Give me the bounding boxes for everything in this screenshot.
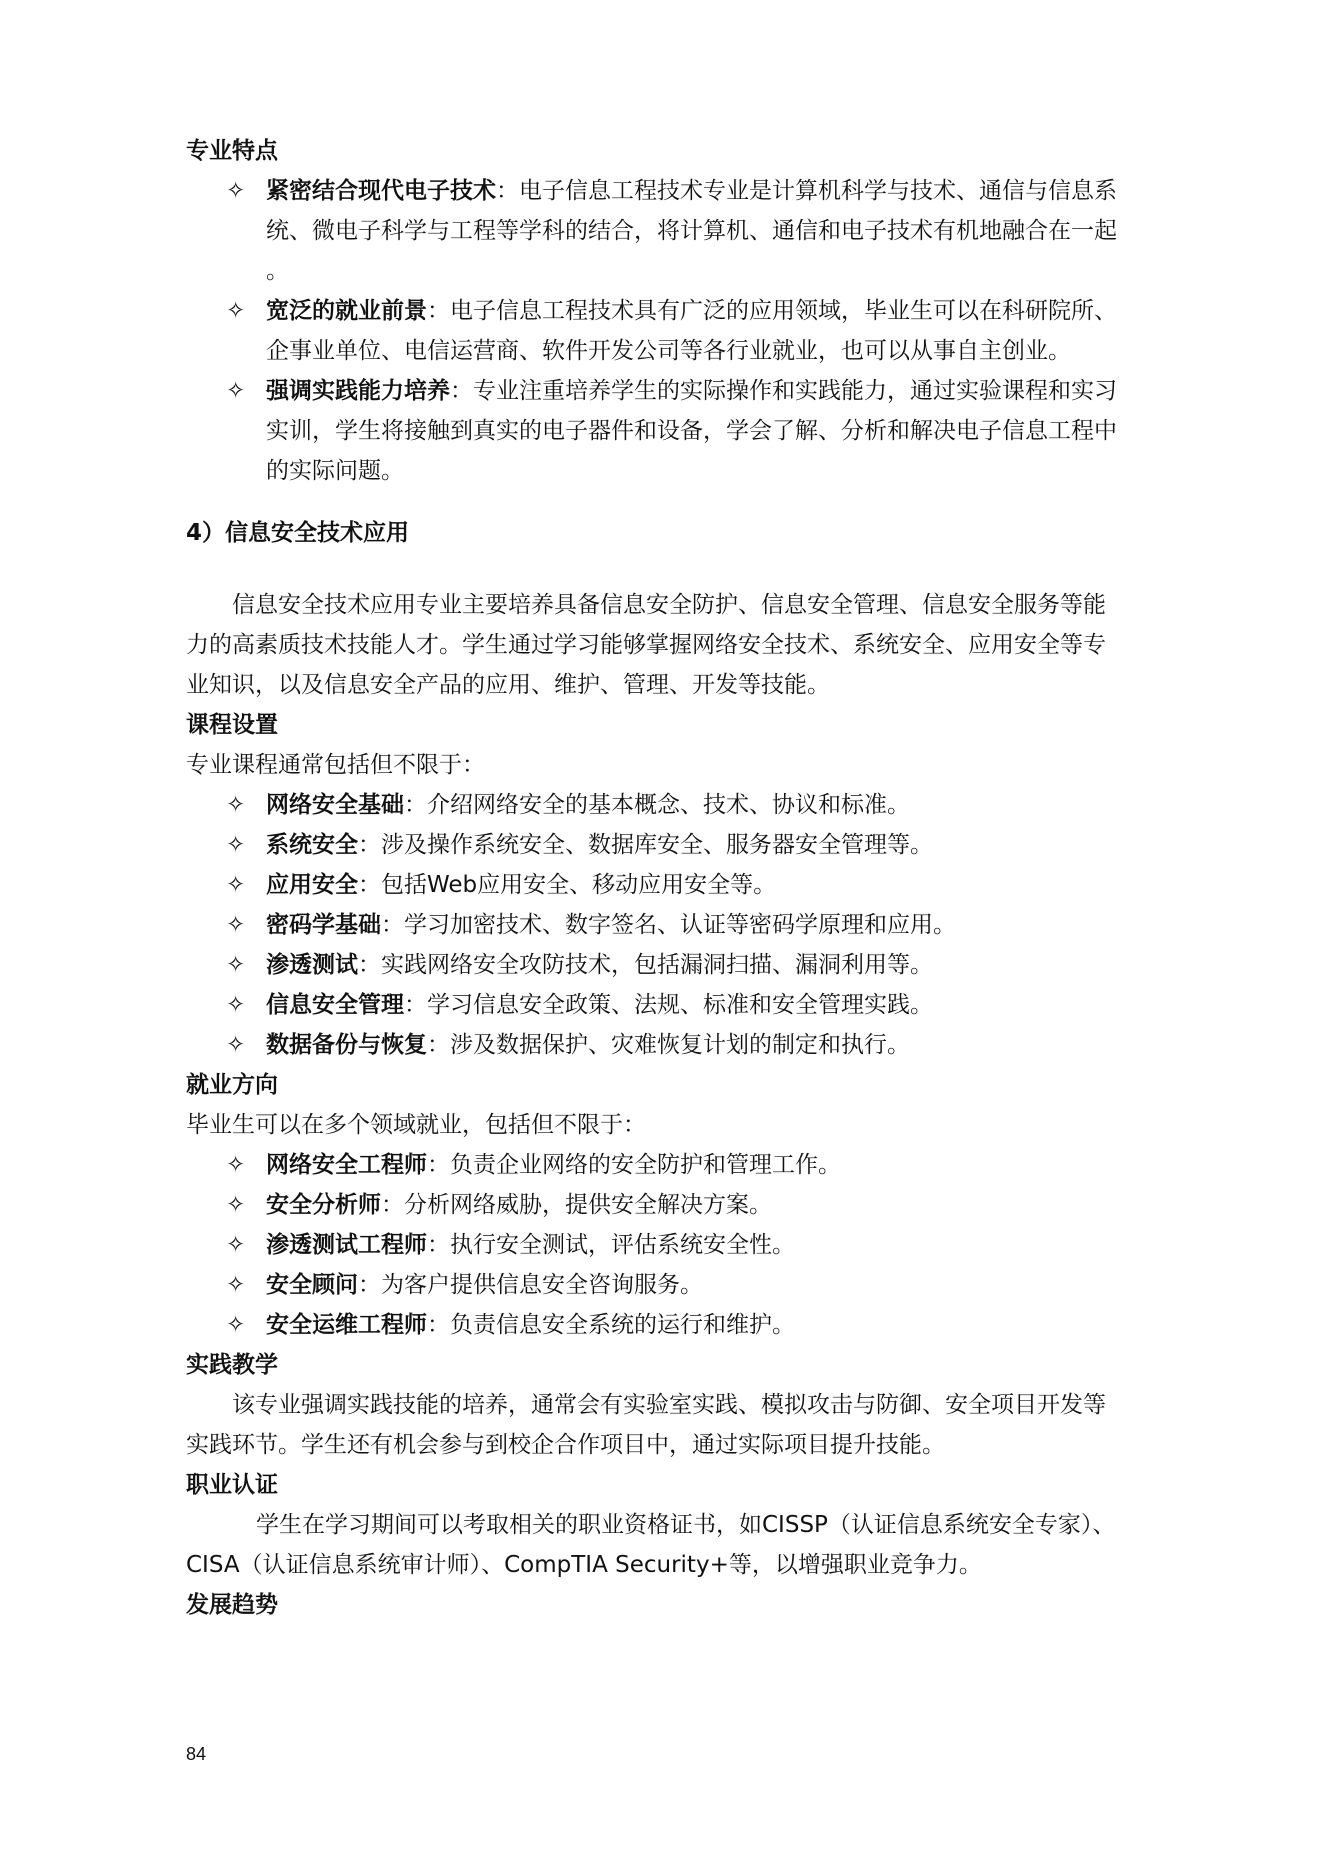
list-item-desc: ：执行安全测试，评估系统安全性。: [427, 1232, 795, 1258]
list-item-term: 数据备份与恢复: [266, 1032, 427, 1058]
list-item-term: 渗透测试: [266, 952, 358, 978]
page-number: 84: [186, 1744, 207, 1764]
list-item-desc: ：负责信息安全系统的运行和维护。: [427, 1312, 795, 1338]
feature-text: 专业注重培养学生的实际操作和实践能力，通过实验课程和实习: [473, 378, 1117, 404]
practice-paragraph-line: 实践环节。学生还有机会参与到校企合作项目中，通过实际项目提升技能。: [186, 1432, 945, 1458]
list-item: [186, 1265, 1146, 1305]
list-item: [186, 905, 1146, 945]
feature-term: 宽泛的就业前景: [266, 298, 427, 324]
bullet-icon: ✧: [226, 1152, 246, 1178]
list-item-desc: ：包括Web应用安全、移动应用安全等。: [358, 872, 777, 898]
list-item: [186, 985, 1146, 1025]
feature-sep: ：: [427, 298, 450, 324]
bullet-icon: ✧: [226, 912, 246, 938]
feature-item: [186, 371, 1146, 411]
feature-text: 电子信息工程技术专业是计算机科学与技术、通信与信息系: [519, 178, 1117, 204]
bullet-icon: ✧: [226, 178, 246, 204]
spacer: [186, 553, 1146, 585]
list-item-term: 安全顾问: [266, 1272, 358, 1298]
cert-paragraph-line: CISA（认证信息系统审计师）、CompTIA Security+等，以增强职业竞争力。: [186, 1552, 982, 1578]
careers-lead: 毕业生可以在多个领域就业，包括但不限于：: [186, 1112, 646, 1138]
intro-paragraph-line: 业知识，以及信息安全产品的应用、维护、管理、开发等技能。: [186, 672, 830, 698]
feature-text-cont: 实训，学生将接触到真实的电子器件和设备，学会了解、分析和解决电子信息工程中: [266, 418, 1117, 444]
list-item-term: 网络安全基础: [266, 792, 404, 818]
list-item: [186, 865, 1146, 905]
feature-text-cont: 企事业单位、电信运营商、软件开发公司等各行业就业，也可以从事自主创业。: [266, 338, 1071, 364]
list-item-desc: ：分析网络威胁，提供安全解决方案。: [381, 1192, 772, 1218]
bullet-icon: ✧: [226, 792, 246, 818]
bullet-icon: ✧: [226, 1272, 246, 1298]
bullet-icon: ✧: [226, 872, 246, 898]
page-content: [186, 131, 1146, 1625]
feature-sep: ：: [450, 378, 473, 404]
list-item-desc: ：介绍网络安全的基本概念、技术、协议和标准。: [404, 792, 910, 818]
feature-text: 电子信息工程技术具有广泛的应用领域，毕业生可以在科研院所、: [450, 298, 1117, 324]
bullet-icon: ✧: [226, 1312, 246, 1338]
feature-item: [186, 291, 1146, 331]
bullet-icon: ✧: [226, 952, 246, 978]
list-item-term: 网络安全工程师: [266, 1152, 427, 1178]
list-item-desc: ：实践网络安全攻防技术，包括漏洞扫描、漏洞利用等。: [358, 952, 933, 978]
list-item: [186, 1145, 1146, 1185]
list-item: [186, 785, 1146, 825]
feature-text-cont: 。: [266, 258, 289, 284]
courses-lead: 专业课程通常包括但不限于：: [186, 752, 485, 778]
list-item-desc: ：涉及数据保护、灾难恢复计划的制定和执行。: [427, 1032, 910, 1058]
list-item: [186, 1305, 1146, 1345]
feature-text-cont: 统、微电子科学与工程等学科的结合，将计算机、通信和电子技术有机地融合在一起: [266, 218, 1117, 244]
careers-heading: 就业方向: [186, 1072, 278, 1098]
feature-term: 强调实践能力培养: [266, 378, 450, 404]
list-item: [186, 1225, 1146, 1265]
practice-paragraph-line: 该专业强调实践技能的培养，通常会有实验室实践、模拟攻击与防御、安全项目开发等: [232, 1392, 1106, 1418]
career-list: [186, 1145, 1146, 1345]
list-item-desc: ：为客户提供信息安全咨询服务。: [358, 1272, 703, 1298]
feature-item: [186, 171, 1146, 211]
list-item: [186, 1185, 1146, 1225]
list-item-term: 安全运维工程师: [266, 1312, 427, 1338]
bullet-icon: ✧: [226, 992, 246, 1018]
list-item: [186, 825, 1146, 865]
trends-heading: 发展趋势: [186, 1592, 278, 1618]
list-item-term: 安全分析师: [266, 1192, 381, 1218]
list-item: [186, 1025, 1146, 1065]
list-item-term: 密码学基础: [266, 912, 381, 938]
list-item-term: 信息安全管理: [266, 992, 404, 1018]
courses-heading: 课程设置: [186, 712, 278, 738]
list-item-desc: ：负责企业网络的安全防护和管理工作。: [427, 1152, 841, 1178]
list-item-desc: ：学习信息安全政策、法规、标准和安全管理实践。: [404, 992, 933, 1018]
course-list: [186, 785, 1146, 1065]
bullet-icon: ✧: [226, 1192, 246, 1218]
intro-paragraph-line: 信息安全技术应用专业主要培养具备信息安全防护、信息安全管理、信息安全服务等能: [232, 592, 1106, 618]
list-item-desc: ：学习加密技术、数字签名、认证等密码学原理和应用。: [381, 912, 956, 938]
list-item-desc: ：涉及操作系统安全、数据库安全、服务器安全管理等。: [358, 832, 933, 858]
section-title: 4）信息安全技术应用: [186, 520, 410, 546]
list-item-term: 渗透测试工程师: [266, 1232, 427, 1258]
features-heading: 专业特点: [186, 138, 278, 164]
bullet-icon: ✧: [226, 1032, 246, 1058]
cert-heading: 职业认证: [186, 1472, 278, 1498]
feature-sep: ：: [496, 178, 519, 204]
bullet-icon: ✧: [226, 298, 246, 324]
list-item: [186, 945, 1146, 985]
feature-term: 紧密结合现代电子技术: [266, 178, 496, 204]
intro-paragraph-line: 力的高素质技术技能人才。学生通过学习能够掌握网络安全技术、系统安全、应用安全等专: [186, 632, 1106, 658]
list-item-term: 系统安全: [266, 832, 358, 858]
list-item-term: 应用安全: [266, 872, 358, 898]
feature-text-cont: 的实际问题。: [266, 458, 404, 484]
bullet-icon: ✧: [226, 1232, 246, 1258]
cert-paragraph-line: 学生在学习期间可以考取相关的职业资格证书，如CISSP（认证信息系统安全专家）、: [256, 1512, 1116, 1538]
practice-heading: 实践教学: [186, 1352, 278, 1378]
bullet-icon: ✧: [226, 378, 246, 404]
bullet-icon: ✧: [226, 832, 246, 858]
